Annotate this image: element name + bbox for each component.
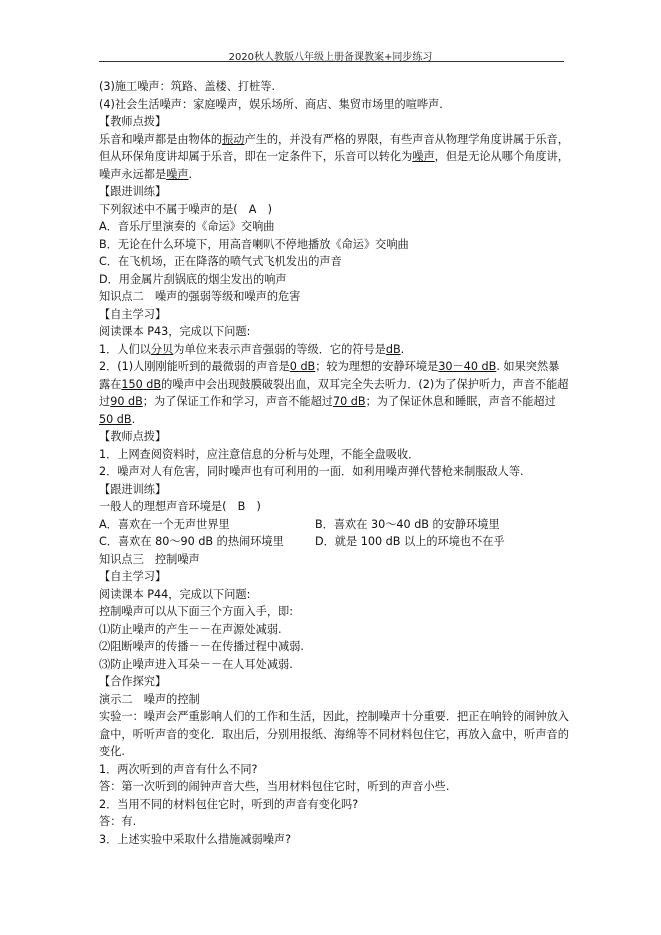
- options-row-1: [99, 516, 569, 534]
- exp-answer-2: 答：有.: [99, 815, 137, 828]
- exp-answer-1: 答：第一次听到的闹钟声音大些，当用材料包住它时，听到的声音小些.: [99, 780, 450, 793]
- exp-question-3: 3．上述实验中采取什么措施减弱噪声?: [99, 832, 292, 846]
- reading-instruction: 阅读课本 P44，完成以下问题:: [99, 587, 251, 601]
- noise-type-3: (3)施工噪声：筑路、盖楼、打桩等.: [99, 80, 276, 93]
- section-title-2: 知识点二 噪声的强弱等级和噪声的危害: [99, 290, 301, 303]
- follow-up-heading: 【跟进训练】: [99, 482, 167, 496]
- question-1: 下列叙述中不属于噪声的是( A ): [99, 202, 273, 216]
- tip-1: 1．上网查阅资料时，应注意信息的分析与处理，不能全盘吸收．: [99, 447, 420, 461]
- document-body: [99, 78, 569, 848]
- option-d: D．用金属片刮锅底的烟尘发出的响声: [99, 272, 287, 286]
- teacher-tips-heading: 【教师点拨】: [99, 430, 167, 443]
- question-2: 一般人的理想声音环境是( B ): [99, 500, 261, 513]
- exp-question-1: 1．两次听到的声音有什么不同?: [99, 762, 258, 776]
- demo-title: 演示二 噪声的控制: [99, 692, 200, 706]
- control-method-2: ⑵阻断噪声的传播－－在传播过程中减弱.: [99, 640, 304, 653]
- option-d: D．就是 100 dB 以上的环境也不在乎: [315, 535, 505, 548]
- options-row-2: [99, 533, 569, 551]
- header-divider: [99, 61, 564, 62]
- option-b: B．无论在什么环境下，用高音喇叭不停地播放《命运》交响曲: [99, 237, 409, 251]
- option-b: B．喜欢在 30～40 dB 的安静环境里: [315, 517, 500, 531]
- teacher-tips-paragraph: 乐音和噪声都是由物体的振动产生的，并没有严格的界限，有些声音从物理学角度讲属于乐音，但从环保角度讲却属于乐音，即在一定条件下，乐音可以转化为噪声，但是无论从哪个角度讲，噪声永远都是噪声.: [99, 132, 569, 181]
- control-method-1: ⑴防止噪声的产生－－在声源处减弱.: [99, 622, 282, 636]
- noise-type-4: (4)社会生活噪声：家庭噪声，娱乐场所、商店、集贸市场里的喧哗声.: [99, 97, 443, 111]
- tip-2: 2．噪声对人有危害，同时噪声也有可利用的一面．如利用噪声弹代替枪来制服敌人等.: [99, 465, 524, 478]
- self-study-heading: 【自主学习】: [99, 307, 167, 321]
- follow-up-heading: 【跟进训练】: [99, 185, 167, 198]
- option-a: A．音乐厅里演奏的《命运》交响曲: [99, 220, 275, 233]
- self-study-heading: 【自主学习】: [99, 570, 167, 583]
- item-1: 1．人们以分贝为单位来表示声音强弱的等级．它的符号是dB.: [99, 342, 405, 356]
- reading-instruction: 阅读课本 P43，完成以下问题:: [99, 325, 251, 338]
- item-2: 2．(1)人刚刚能听到的最微弱的声音是0 dB；较为理想的安静环境是30－40 dB. 如果突然暴露在150 dB的噪声中会出现鼓膜破裂出血，双耳完全失去听力．(2)为了保护听力，声音不能超过90 dB；为了保证工作和学习，声音不能超过70 dB；为了保证休息和睡眠，声音不能超过50 dB.: [99, 360, 569, 426]
- section-title-3: 知识点三 控制噪声: [99, 552, 200, 566]
- experiment-paragraph: 实验一：噪声会严重影响人们的工作和生活，因此，控制噪声十分重要．把正在响铃的闹钟放入盒中，听听声音的变化．取出后，分别用报纸、海绵等不同材料包住它，再放入盒中，听声音的变化.: [99, 710, 569, 758]
- option-c: C．喜欢在 80～90 dB 的热闹环境里: [99, 535, 284, 548]
- control-method-3: ⑶防止噪声进入耳朵－－在人耳处减弱.: [99, 657, 293, 671]
- option-c: C．在飞机场，正在降落的喷气式飞机发出的声音: [99, 255, 342, 268]
- page-header: 2020秋人教版八年级上册备课教案+同步练习: [228, 52, 433, 63]
- exp-question-2: 2．当用不同的材料包住它时，听到的声音有变化吗?: [99, 797, 359, 811]
- cooperation-heading: 【合作探究】: [99, 675, 167, 688]
- control-intro: 控制噪声可以从下面三个方面入手，即:: [99, 605, 293, 618]
- option-a: A．喜欢在一个无声世界里: [99, 517, 230, 531]
- teacher-tips-heading: 【教师点拨】: [99, 115, 167, 128]
